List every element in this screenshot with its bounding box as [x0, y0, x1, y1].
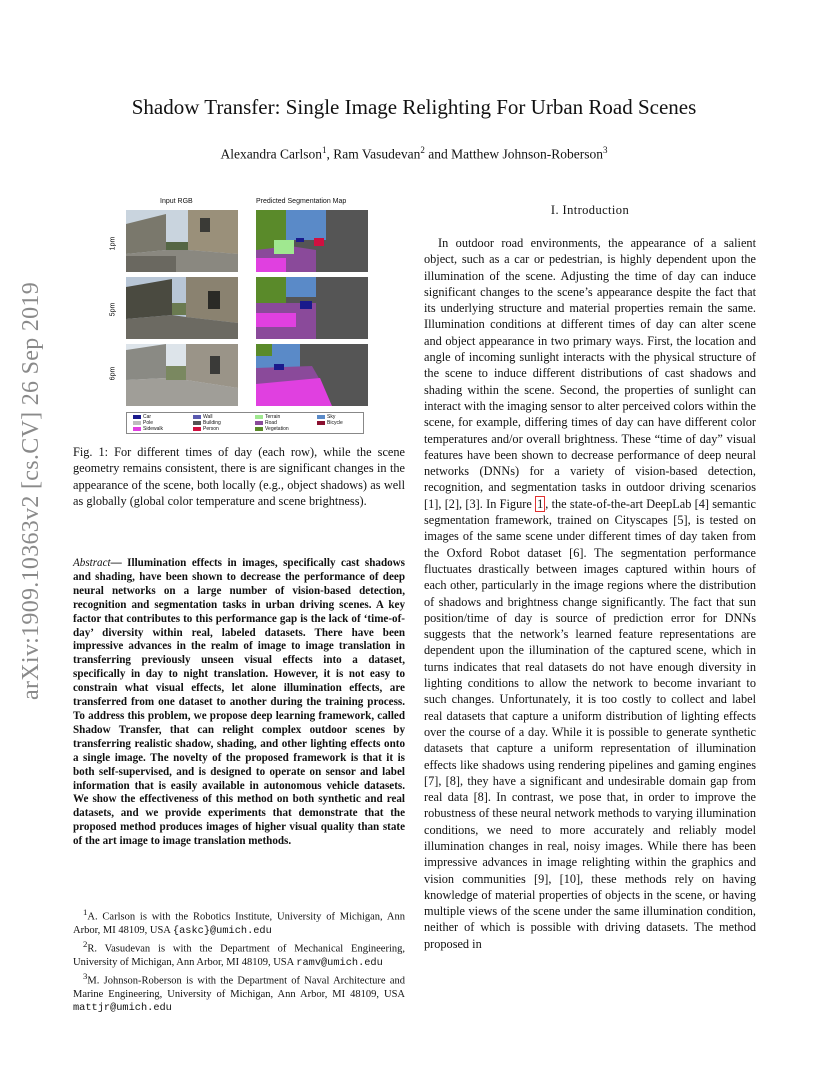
- legend-label: Wall: [203, 414, 213, 420]
- figure-caption: Fig. 1: For different times of day (each row), while the scene geometry remains consistent, there is are significant changes in the appearance of the scene, both locally (e.g., object shadows) as well as globally (global color temperature and scene brightness).: [73, 445, 405, 508]
- footnote: [73, 938, 405, 970]
- footnote: [73, 906, 405, 938]
- segmentation-map-1pm: [256, 210, 368, 272]
- legend-label: Road: [265, 420, 277, 426]
- segmentation-map-6pm: [256, 344, 368, 406]
- row-label: 6pm: [109, 366, 117, 381]
- author-line: [0, 145, 828, 163]
- paragraph: [424, 235, 756, 952]
- legend-entry: [255, 426, 289, 432]
- legend-entry: [133, 426, 163, 432]
- legend-entry: [317, 420, 343, 426]
- legend-swatch: [193, 421, 201, 425]
- footnote-text: R. Vasudevan is with the Department of Mechanical Engineering, University of Michigan, Ann Arbor, MI 48109, USA: [73, 943, 405, 968]
- arxiv-stamp: arXiv:1909.10363v2 [cs.CV] 26 Sep 2019: [18, 281, 44, 700]
- introduction-body: [424, 235, 756, 952]
- row-label: 5pm: [109, 302, 117, 317]
- legend-swatch: [255, 421, 263, 425]
- abstract: [73, 557, 405, 849]
- legend-label: Pole: [143, 420, 154, 426]
- row-label: 1pm: [109, 236, 117, 251]
- figure-legend: [126, 412, 364, 434]
- segmentation-map-5pm: [256, 277, 368, 339]
- footnote-email: {askc}@umich.edu: [172, 924, 272, 937]
- affiliation-mark: 2: [420, 145, 425, 155]
- legend-label: Sidewalk: [143, 426, 164, 432]
- legend-label: Bicycle: [327, 420, 343, 426]
- abstract-text: Illumination effects in images, specifically cast shadows and shading, have been shown to decrease the performance of deep neural networks on a large number of vision-based detection, recognition and segmentation tasks in urban driving scenes. A key factor that contributes to this performance gap is the lack of ‘time-of-day’ diversity within real, labeled datasets. There have been impressive advances in the realm of image to image translation in transferring previously unseen visual effects into a dataset, specifically in day to night translation. However, it is not easy to constrain what visual effects, let alone illumination effects, are transferred from one dataset to another during the training process. To address this problem, we propose deep learning framework, called Shadow Transfer, that can relight complex outdoor scenes by transferring realistic shadow, shading, and other lighting effects onto a single image. The novelty of the proposed framework is that it is both self-supervised, and is designed to operate on sensor and label information that is easily available in autonomous vehicle datasets. We show the effectiveness of this method on both synthetic and real datasets, and we provide experiments that demonstrate that the proposed method produces images of higher visual quality than state of the art image to image translation methods.: [73, 557, 405, 848]
- rgb-image-5pm: [126, 277, 238, 339]
- footnote-email: mattjr@umich.edu: [73, 1001, 172, 1014]
- footnotes: [73, 906, 405, 1015]
- affiliation-mark: 3: [603, 145, 608, 155]
- author-separator: ,: [326, 146, 334, 162]
- legend-label: Terrain: [265, 414, 281, 420]
- legend-label: Person: [203, 426, 219, 432]
- legend-swatch: [317, 415, 325, 419]
- legend-label: Building: [203, 420, 221, 426]
- legend-swatch: [193, 427, 201, 431]
- intro-text: , the state-of-the-art DeepLab [4] semantic segmentation framework, trained on Cityscapes [5], is tested on images of the same scene under different times of day taken from the Oxford Robot dataset [6]. The segmentation performance fluctuates drastically between images captured within hours of each other, particularly in the image regions where the distribution of shadows and brightness change significantly. The fact that sun position/time of day is source of prediction error for DNNs suggests that the network’s learned feature representations are dependent upon the illumination of the captured scene, which in turns indicates that real datasets do not have enough diversity in lighting conditions to allow the network to become invariant to such changes. Unfortunately, it is too costly to collect and label real datasets that capture a uniform distribution of lighting effects over the course of a day. While it is possible to generate synthetic datasets that capture a uniform representation of illumination effects like shadows using rendering pipelines and gaming engines [7], [8], they have a significant and undesirable domain gap from real data [8]. In contrast, we pose that, in order to improve the robustness of these neural network methods to varying illumination conditions, we need to more accurately and reliably model illumination changes in real, noisy images. While there has been impressive advances in image relighting within the graphics and vision communities [9], [10], these methods rely on having knowledge of material properties of objects in the scene, or having multiple views of the scene under the same illumination condition, neither of which is possible with driving datasets. The method proposed in: [424, 496, 756, 951]
- footnote-mark: 2: [83, 938, 88, 949]
- abstract-label: Abstract: [73, 557, 111, 569]
- footnote-mark: 3: [83, 970, 88, 981]
- figure-1: [108, 198, 370, 434]
- abstract-dash: —: [110, 557, 128, 569]
- author-name: Alexandra Carlson: [220, 146, 323, 162]
- legend-label: Car: [143, 414, 152, 420]
- figure-column-title: Predicted Segmentation Map: [256, 198, 347, 205]
- legend-swatch: [133, 427, 141, 431]
- figure-column-title: Input RGB: [160, 198, 193, 205]
- author-separator: and: [424, 146, 452, 162]
- affiliation-mark: 1: [322, 145, 327, 155]
- author-name: Matthew Johnson-Roberson: [451, 146, 604, 162]
- legend-swatch: [317, 421, 325, 425]
- legend-swatch: [133, 415, 141, 419]
- author-name: Ram Vasudevan: [333, 146, 421, 162]
- intro-text: In outdoor road environments, the appearance of a salient object, such as a car or pedestrian, is highly dependent upon the illumination of the scene. Adjusting the time of day can induce significant changes to the scene’s appearance despite the fact that its underlying structure and material properties remain the same. Illumination conditions at different times of day can alter scene and object appearance in two primary ways. First, the location and angle of incoming sunlight interacts with the physical structure of the scene to induce different distributions of cast shadows and shading within the scene. Second, the properties of sunlight can interact with the imaging sensor to alter perceived colors within the scene, for example, differing times of day can have different color temperatures and/or overall brightness. These “time of day” visual features have been shown to decrease performance of deep neural networks (DNNs) for a variety of vision-based detection, recognition, and segmentation tasks in outdoor driving scenarios [1], [2], [3]. In Figure: [424, 236, 756, 511]
- footnote-text: M. Johnson-Roberson is with the Department of Naval Architecture and Marine Engineering, University of Michigan, Ann Arbor, MI 48109, USA: [73, 975, 405, 1000]
- legend-swatch: [193, 415, 201, 419]
- legend-label: Sky: [327, 414, 336, 420]
- section-heading: I. Introduction: [550, 203, 630, 217]
- legend-swatch: [255, 415, 263, 419]
- footnote-mark: 1: [83, 907, 88, 917]
- legend-swatch: [255, 427, 263, 431]
- paper-title: Shadow Transfer: Single Image Relighting For Urban Road Scenes: [131, 95, 697, 119]
- legend-label: Vegetation: [265, 426, 289, 432]
- footnote-email: ramv@umich.edu: [296, 956, 383, 969]
- figure-reference-link[interactable]: 1: [537, 496, 544, 511]
- footnote-text: A. Carlson is with the Robotics Institute, University of Michigan, Ann Arbor, MI 48109, USA: [73, 911, 405, 936]
- legend-entry: [193, 426, 219, 432]
- footnote: [73, 970, 405, 1015]
- rgb-image-6pm: [126, 344, 238, 406]
- legend-swatch: [133, 421, 141, 425]
- rgb-image-1pm: [126, 210, 238, 272]
